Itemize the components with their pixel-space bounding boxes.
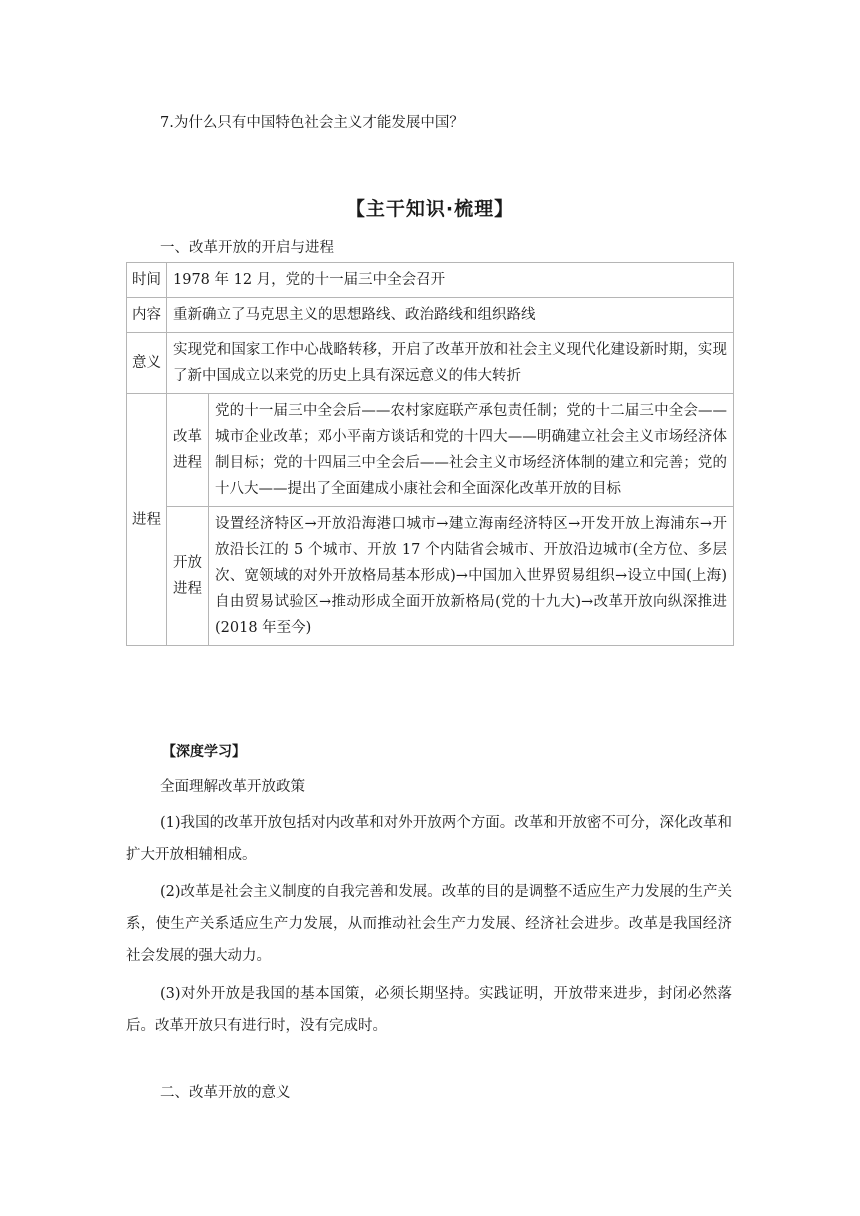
row-label-content: 内容 [127, 298, 167, 333]
row-text-content: 重新确立了马克思主义的思想路线、政治路线和组织路线 [167, 298, 734, 333]
table-row-reform [127, 394, 734, 507]
table-row-content [127, 298, 734, 333]
deep-study-title: 【深度学习】 [162, 744, 246, 760]
row-text-meaning: 实现党和国家工作中心战略转移，开启了改革开放和社会主义现代化建设新时期，实现了新中国成立以来党的历史上具有深远意义的伟大转折 [167, 333, 734, 394]
deep-study-paragraph-3: (3)对外开放是我国的基本国策，必须长期坚持。实践证明，开放带来进步，封闭必然落后。改革开放只有进行时，没有完成时。 [126, 986, 732, 1034]
table-row-time [127, 263, 734, 298]
deep-study-paragraph-1: (1)我国的改革开放包括对内改革和对外开放两个方面。改革和开放密不可分，深化改革和扩大开放相辅相成。 [126, 815, 732, 863]
row-label-process: 进程 [127, 394, 167, 646]
row-label-meaning: 意义 [127, 333, 167, 394]
reform-process-text: 党的十一届三中全会后——农村家庭联产承包责任制；党的十二届三中全会——城市企业改革；邓小平南方谈话和党的十四大——明确建立社会主义市场经济体制目标；党的十四届三中全会后——社会主义市场经济体制的建立和完善；党的十八大——提出了全面建成小康社会和全面深化改革开放的目标 [209, 394, 734, 507]
sub-label-reform: 改革进程 [167, 394, 209, 507]
row-text-time: 1978 年 12 月，党的十一届三中全会召开 [167, 263, 734, 298]
subsection-heading-2: 二、改革开放的意义 [160, 1085, 291, 1101]
table-row-opening [127, 507, 734, 646]
deep-study-paragraph-2: (2)改革是社会主义制度的自我完善和发展。改革的目的是调整不适应生产力发展的生产关系，使生产关系适应生产力发展，从而推动社会生产力发展、经济社会进步。改革是我国经济社会发展的强大动力。 [126, 884, 732, 964]
sub-label-opening: 开放进程 [167, 507, 209, 646]
question-7: 7.为什么只有中国特色社会主义才能发展中国？ [160, 115, 464, 131]
opening-process-text: 设置经济特区→开放沿海港口城市→建立海南经济特区→开发开放上海浦东→开放沿长江的 5 个城市、开放 17 个内陆省会城市、开放沿边城市(全方位、多层次、宽领域的对外开放格局基本形成)→中国加入世界贸易组织→设立中国(上海)自由贸易试验区→推动形成全面开放新格局(党的十九大)→改革开放向纵深推进(2018 年至今) [209, 507, 734, 646]
knowledge-table [126, 262, 734, 646]
table-row-meaning [127, 333, 734, 394]
row-label-time: 时间 [127, 263, 167, 298]
deep-study-intro: 全面理解改革开放政策 [160, 779, 305, 795]
subsection-heading-1: 一、改革开放的开启与进程 [160, 240, 334, 256]
section-title: 【主干知识·梳理】 [345, 198, 515, 220]
